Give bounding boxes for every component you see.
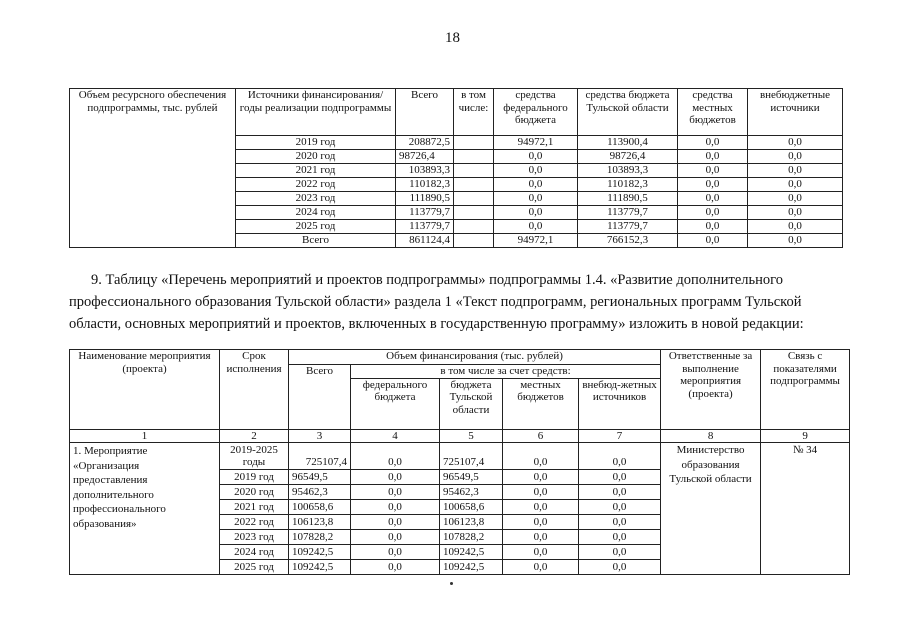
local-cell: 0,0 (678, 192, 748, 206)
regional-cell: 113779,7 (578, 206, 678, 220)
indicator-cell: № 34 (761, 443, 850, 575)
page-number: 18 (445, 30, 460, 46)
resource-table (69, 88, 843, 248)
offbudget-cell: 0,0 (748, 206, 843, 220)
federal-cell: 0,0 (494, 206, 578, 220)
term-cell: 2024 год (220, 545, 289, 560)
total-cell: 95462,3 (289, 485, 351, 500)
offbudget-cell: 0,0 (579, 545, 661, 560)
including-cell (454, 234, 494, 248)
total-cell: 113779,7 (396, 206, 454, 220)
including-cell (454, 136, 494, 150)
term-cell: 2019 год (220, 470, 289, 485)
scan-speck (450, 582, 453, 585)
offbudget-cell: 0,0 (579, 515, 661, 530)
regional-cell: 109242,5 (440, 560, 503, 575)
table-header-row (70, 350, 850, 365)
col-number: 2 (220, 429, 289, 443)
year-cell: 2024 год (236, 206, 396, 220)
table-header-row (70, 89, 843, 136)
federal-cell: 0,0 (494, 178, 578, 192)
total-header: Всего (396, 89, 454, 136)
offbudget-cell: 0,0 (579, 560, 661, 575)
including-cell (454, 150, 494, 164)
local-cell: 0,0 (678, 164, 748, 178)
paragraph-line: 9. Таблицу «Перечень мероприятий и проектов подпрограммы» подпрограммы 1.4. «Развитие дополнительного (91, 272, 783, 288)
regional-cell: 96549,5 (440, 470, 503, 485)
total-cell: 100658,6 (289, 500, 351, 515)
column-number-row (70, 429, 850, 443)
term-cell: 2022 год (220, 515, 289, 530)
local-header: средства местных бюджетов (678, 89, 748, 136)
term-cell: 2021 год (220, 500, 289, 515)
year-cell: 2021 год (236, 164, 396, 178)
year-cell: 2023 год (236, 192, 396, 206)
local-cell: 0,0 (678, 234, 748, 248)
year-cell: 2019 год (236, 136, 396, 150)
year-cell: Всего (236, 234, 396, 248)
federal-cell: 0,0 (494, 192, 578, 206)
local-cell: 0,0 (678, 136, 748, 150)
regional-header: бюджета Тульской области (440, 378, 503, 429)
regional-cell: 110182,3 (578, 178, 678, 192)
including-header: в том числе: (454, 89, 494, 136)
name-header: Наименование мероприятия (проекта) (70, 350, 220, 430)
federal-cell: 0,0 (351, 515, 440, 530)
link-header: Связь с показателями подпрограммы (761, 350, 850, 430)
including-cell (454, 178, 494, 192)
offbudget-cell: 0,0 (748, 164, 843, 178)
responsible-header: Ответственные за выполнение мероприятия (проекта) (661, 350, 761, 430)
local-cell: 0,0 (503, 545, 579, 560)
federal-cell: 0,0 (351, 443, 440, 470)
federal-cell: 94972,1 (494, 136, 578, 150)
col-number: 9 (761, 429, 850, 443)
local-cell: 0,0 (678, 220, 748, 234)
federal-cell: 0,0 (351, 545, 440, 560)
regional-cell: 113779,7 (578, 220, 678, 234)
col-number: 6 (503, 429, 579, 443)
offbudget-cell: 0,0 (748, 136, 843, 150)
term-cell: 2025 год (220, 560, 289, 575)
regional-cell: 100658,6 (440, 500, 503, 515)
regional-cell: 103893,3 (578, 164, 678, 178)
col-number: 5 (440, 429, 503, 443)
local-cell: 0,0 (678, 178, 748, 192)
body-paragraph (69, 269, 849, 335)
volume-header: Объем ресурсного обеспечения подпрограммы, тыс. рублей (70, 89, 236, 248)
term-cell: 2019-2025 годы (220, 443, 289, 470)
federal-cell: 0,0 (494, 220, 578, 234)
regional-cell: 95462,3 (440, 485, 503, 500)
total-cell: 106123,8 (289, 515, 351, 530)
total-cell: 98726,4 (396, 150, 454, 164)
local-header: местных бюджетов (503, 378, 579, 429)
activity-name: 1. Мероприятие «Организация предоставления дополнительного профессионального образования» (70, 443, 220, 575)
federal-cell: 0,0 (351, 485, 440, 500)
total-cell: 861124,4 (396, 234, 454, 248)
volume-header: Объем финансирования (тыс. рублей) (289, 350, 661, 365)
including-cell (454, 206, 494, 220)
federal-header: федерального бюджета (351, 378, 440, 429)
offbudget-header: внебюджетные источники (748, 89, 843, 136)
activities-table (69, 349, 850, 575)
regional-cell: 725107,4 (440, 443, 503, 470)
total-cell: 113779,7 (396, 220, 454, 234)
total-cell: 109242,5 (289, 545, 351, 560)
col-number: 7 (579, 429, 661, 443)
table-row (70, 443, 850, 470)
term-cell: 2023 год (220, 530, 289, 545)
including-cell (454, 164, 494, 178)
federal-cell: 94972,1 (494, 234, 578, 248)
year-cell: 2022 год (236, 178, 396, 192)
federal-header: средства федерального бюджета (494, 89, 578, 136)
offbudget-cell: 0,0 (579, 530, 661, 545)
total-cell: 725107,4 (289, 443, 351, 470)
federal-cell: 0,0 (351, 560, 440, 575)
offbudget-cell: 0,0 (579, 443, 661, 470)
col-number: 4 (351, 429, 440, 443)
col-number: 3 (289, 429, 351, 443)
term-cell: 2020 год (220, 485, 289, 500)
offbudget-cell: 0,0 (579, 470, 661, 485)
offbudget-cell: 0,0 (748, 178, 843, 192)
regional-cell: 113900,4 (578, 136, 678, 150)
total-cell: 103893,3 (396, 164, 454, 178)
federal-cell: 0,0 (351, 530, 440, 545)
local-cell: 0,0 (678, 150, 748, 164)
including-cell (454, 220, 494, 234)
local-cell: 0,0 (678, 206, 748, 220)
year-cell: 2020 год (236, 150, 396, 164)
offbudget-cell: 0,0 (748, 234, 843, 248)
federal-cell: 0,0 (494, 150, 578, 164)
sources-header: Источники финансирования/годы реализации подпрограммы (236, 89, 396, 136)
total-cell: 110182,3 (396, 178, 454, 192)
total-header: Всего (289, 365, 351, 430)
local-cell: 0,0 (503, 515, 579, 530)
total-cell: 111890,5 (396, 192, 454, 206)
regional-cell: 111890,5 (578, 192, 678, 206)
total-cell: 96549,5 (289, 470, 351, 485)
offbudget-header: внебюд-жетных источников (579, 378, 661, 429)
col-number: 8 (661, 429, 761, 443)
total-cell: 208872,5 (396, 136, 454, 150)
including-header: в том числе за счет средств: (351, 365, 661, 379)
total-cell: 107828,2 (289, 530, 351, 545)
federal-cell: 0,0 (351, 500, 440, 515)
paragraph-line: области, основных мероприятий и проектов, включенных в государственную программу» изложить в новой редакции: (69, 316, 804, 332)
offbudget-cell: 0,0 (748, 220, 843, 234)
federal-cell: 0,0 (494, 164, 578, 178)
local-cell: 0,0 (503, 485, 579, 500)
regional-header: средства бюджета Тульской области (578, 89, 678, 136)
local-cell: 0,0 (503, 470, 579, 485)
regional-cell: 107828,2 (440, 530, 503, 545)
federal-cell: 0,0 (351, 470, 440, 485)
offbudget-cell: 0,0 (579, 500, 661, 515)
local-cell: 0,0 (503, 560, 579, 575)
regional-cell: 98726,4 (578, 150, 678, 164)
responsible-cell: Министерство образования Тульской области (661, 443, 761, 575)
col-number: 1 (70, 429, 220, 443)
including-cell (454, 192, 494, 206)
paragraph-line: профессионального образования Тульской области» раздела 1 «Текст подпрограмм, региональных программ Тульской (69, 294, 802, 310)
offbudget-cell: 0,0 (579, 485, 661, 500)
total-cell: 109242,5 (289, 560, 351, 575)
term-header: Срок исполнения (220, 350, 289, 430)
local-cell: 0,0 (503, 500, 579, 515)
regional-cell: 766152,3 (578, 234, 678, 248)
local-cell: 0,0 (503, 530, 579, 545)
regional-cell: 109242,5 (440, 545, 503, 560)
offbudget-cell: 0,0 (748, 150, 843, 164)
offbudget-cell: 0,0 (748, 192, 843, 206)
year-cell: 2025 год (236, 220, 396, 234)
local-cell: 0,0 (503, 443, 579, 470)
regional-cell: 106123,8 (440, 515, 503, 530)
